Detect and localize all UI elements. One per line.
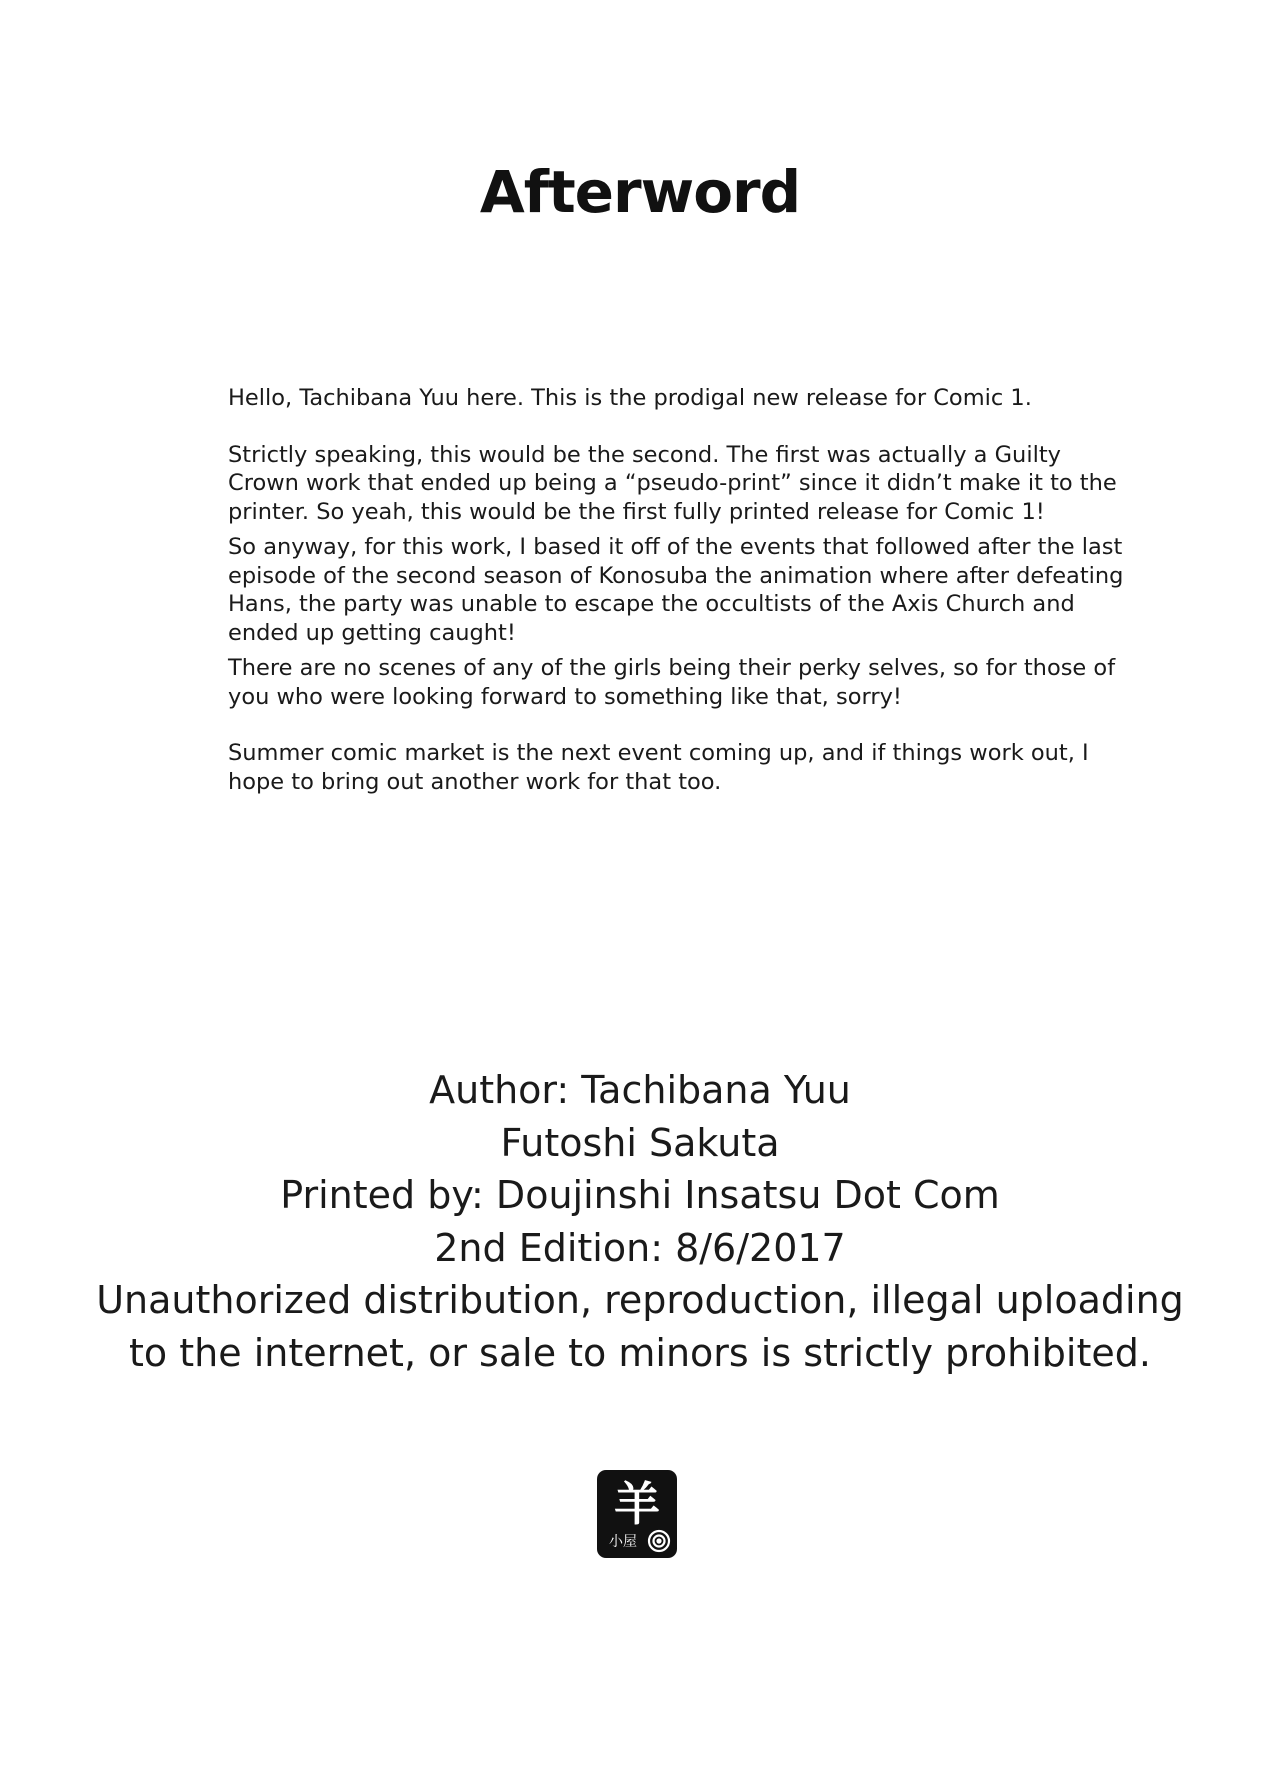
paragraph-next-event: Summer comic market is the next event coming up, and if things work out, I hope to bring out another work for that too. (228, 740, 1089, 795)
paragraph-greeting: Hello, Tachibana Yuu here. This is the prodigal new release for Comic 1. (228, 385, 1032, 411)
paragraph-apology: There are no scenes of any of the girls being their perky selves, so for those of you who were looking forward to something like that, sorry! (228, 655, 1116, 710)
afterword-body (228, 384, 1128, 796)
credit-author: Author: Tachibana Yuu (429, 1068, 851, 1112)
paragraph-story-basis: So anyway, for this work, I based it off of the events that followed after the last episode of the second season of Konosuba the animation where after defeating Hans, the party was unable to escape the occultists of the Axis Church and ended up getting caught! (228, 534, 1124, 646)
logo-main-glyph: 羊 (614, 1477, 660, 1531)
credit-edition: 2nd Edition: 8/6/2017 (434, 1225, 846, 1270)
copyright-notice-line-2: to the internet, or sale to minors is strictly prohibited. (129, 1330, 1151, 1375)
credits-block (0, 1064, 1280, 1379)
logo-sub-text: 小屋 (609, 1534, 637, 1550)
copyright-notice-line-1: Unauthorized distribution, reproduction, illegal uploading (96, 1278, 1184, 1322)
credit-artist: Futoshi Sakuta (500, 1120, 780, 1165)
paragraph-second-release: Strictly speaking, this would be the second. The first was actually a Guilty Crown work that ended up being a “pseudo-print” since it didn’t make it to the printer. So yeah, this would be the first fully printed release for Comic 1! (228, 441, 1117, 525)
credit-printer: Printed by: Doujinshi Insatsu Dot Com (280, 1173, 1000, 1217)
page-title: Afterword (479, 158, 801, 226)
circle-logo (597, 1470, 677, 1558)
